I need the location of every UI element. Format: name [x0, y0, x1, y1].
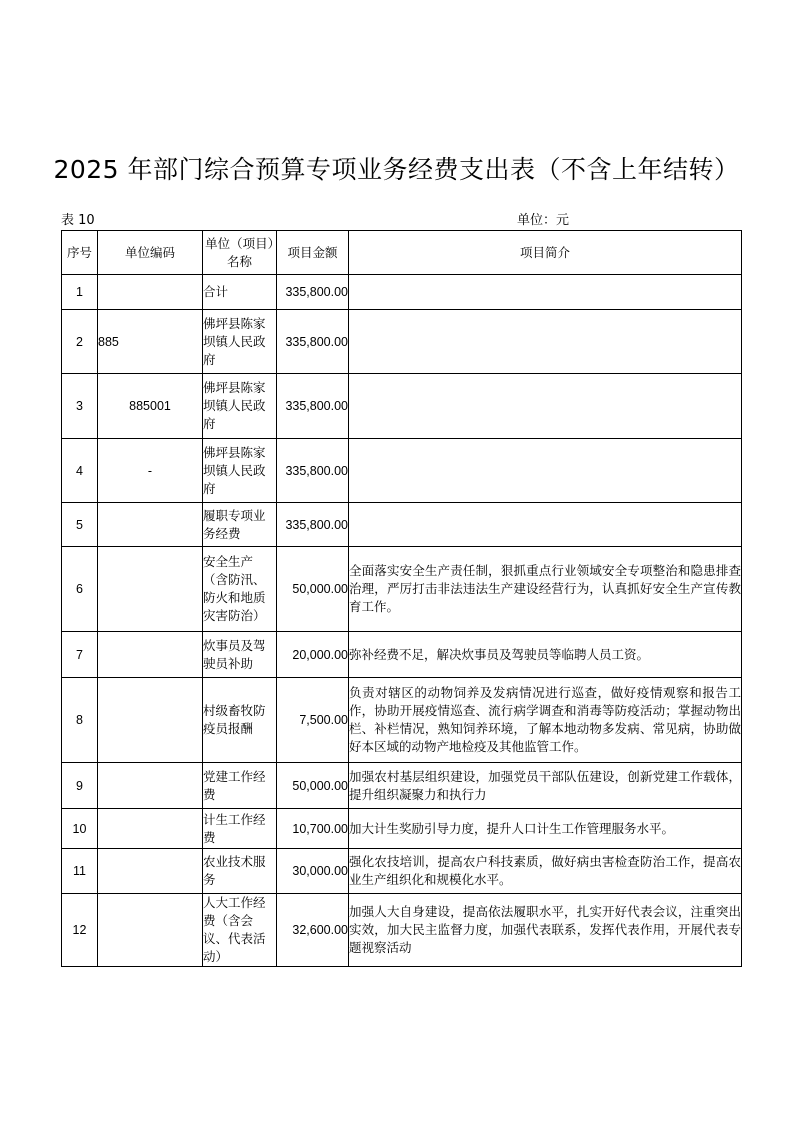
row-amount: 335,800.00: [277, 374, 349, 439]
row-name: 合计: [203, 275, 277, 310]
row-code: [98, 632, 203, 678]
row-code: [98, 678, 203, 763]
table-row: [62, 275, 742, 310]
row-seq: 7: [62, 632, 98, 678]
row-amount: 30,000.00: [277, 849, 349, 894]
table-row: [62, 310, 742, 374]
row-code: [98, 503, 203, 547]
row-amount: 335,800.00: [277, 275, 349, 310]
row-code: [98, 809, 203, 849]
row-code: [98, 275, 203, 310]
row-seq: 5: [62, 503, 98, 547]
row-desc: [349, 310, 742, 374]
row-seq: 10: [62, 809, 98, 849]
row-amount: 10,700.00: [277, 809, 349, 849]
row-seq: 12: [62, 894, 98, 967]
row-code: [98, 894, 203, 967]
header-amount: 项目金额: [277, 231, 349, 275]
table-row: [62, 547, 742, 632]
table-row: [62, 632, 742, 678]
table-row: [62, 678, 742, 763]
table-number: 表 10: [61, 213, 95, 228]
row-name: 村级畜牧防疫员报酬: [203, 678, 277, 763]
row-code: 885001: [98, 374, 203, 439]
row-seq: 4: [62, 439, 98, 503]
currency-unit: 单位：元: [517, 213, 570, 228]
row-amount: 50,000.00: [277, 763, 349, 809]
row-seq: 11: [62, 849, 98, 894]
page-title: 2025 年部门综合预算专项业务经费支出表（不含上年结转）: [53, 155, 740, 184]
row-amount: 20,000.00: [277, 632, 349, 678]
row-name: 佛坪县陈家坝镇人民政府: [203, 439, 277, 503]
row-name: 党建工作经费: [203, 763, 277, 809]
row-desc: [349, 275, 742, 310]
header-desc: 项目简介: [349, 231, 742, 275]
table-row: [62, 439, 742, 503]
header-seq: 序号: [62, 231, 98, 275]
row-name: 安全生产（含防汛、防火和地质灾害防治）: [203, 547, 277, 632]
row-name: 农业技术服务: [203, 849, 277, 894]
row-name: 佛坪县陈家坝镇人民政府: [203, 374, 277, 439]
row-desc: [349, 503, 742, 547]
row-code: -: [98, 439, 203, 503]
table-row: [62, 894, 742, 967]
row-amount: 32,600.00: [277, 894, 349, 967]
row-amount: 335,800.00: [277, 439, 349, 503]
row-seq: 9: [62, 763, 98, 809]
table-row: [62, 849, 742, 894]
row-amount: 50,000.00: [277, 547, 349, 632]
row-name: 计生工作经费: [203, 809, 277, 849]
row-name: 履职专项业务经费: [203, 503, 277, 547]
header-code: 单位编码: [98, 231, 203, 275]
header-name: 单位（项目）名称: [203, 231, 277, 275]
row-amount: 335,800.00: [277, 503, 349, 547]
row-name: 佛坪县陈家坝镇人民政府: [203, 310, 277, 374]
row-name: 炊事员及驾驶员补助: [203, 632, 277, 678]
table-row: [62, 763, 742, 809]
row-seq: 6: [62, 547, 98, 632]
row-desc: [349, 374, 742, 439]
row-seq: 3: [62, 374, 98, 439]
row-code: [98, 763, 203, 809]
row-desc: [349, 439, 742, 503]
row-desc: 强化农技培训，提高农户科技素质，做好病虫害检查防治工作，提高农业生产组织化和规模化水平。: [349, 849, 742, 894]
table-row: [62, 503, 742, 547]
row-seq: 1: [62, 275, 98, 310]
row-code: [98, 849, 203, 894]
row-name: 人大工作经费（含会议、代表活动）: [203, 894, 277, 967]
budget-table: [61, 230, 742, 967]
row-seq: 2: [62, 310, 98, 374]
row-amount: 335,800.00: [277, 310, 349, 374]
row-code: [98, 547, 203, 632]
row-code: 885: [98, 310, 203, 374]
table-row: [62, 374, 742, 439]
row-desc: 加强人大自身建设，提高依法履职水平，扎实开好代表会议，注重突出实效，加大民主监督力度，加强代表联系，发挥代表作用，开展代表专题视察活动: [349, 894, 742, 967]
table-row: [62, 809, 742, 849]
row-seq: 8: [62, 678, 98, 763]
row-desc: 负责对辖区的动物饲养及发病情况进行巡查，做好疫情观察和报告工作，协助开展疫情巡查、流行病学调查和消毒等防疫活动；掌握动物出栏、补栏情况，熟知饲养环境，了解本地动物多发病、常见病，协助做好本区域的动物产地检疫及其他监管工作。: [349, 678, 742, 763]
row-amount: 7,500.00: [277, 678, 349, 763]
row-desc: 全面落实安全生产责任制，狠抓重点行业领域安全专项整治和隐患排查治理，严厉打击非法违法生产建设经营行为，认真抓好安全生产宣传教育工作。: [349, 547, 742, 632]
row-desc: 加大计生奖励引导力度，提升人口计生工作管理服务水平。: [349, 809, 742, 849]
table-header-row: [62, 231, 742, 275]
row-desc: 弥补经费不足，解决炊事员及驾驶员等临聘人员工资。: [349, 632, 742, 678]
row-desc: 加强农村基层组织建设，加强党员干部队伍建设，创新党建工作载体，提升组织凝聚力和执行力: [349, 763, 742, 809]
